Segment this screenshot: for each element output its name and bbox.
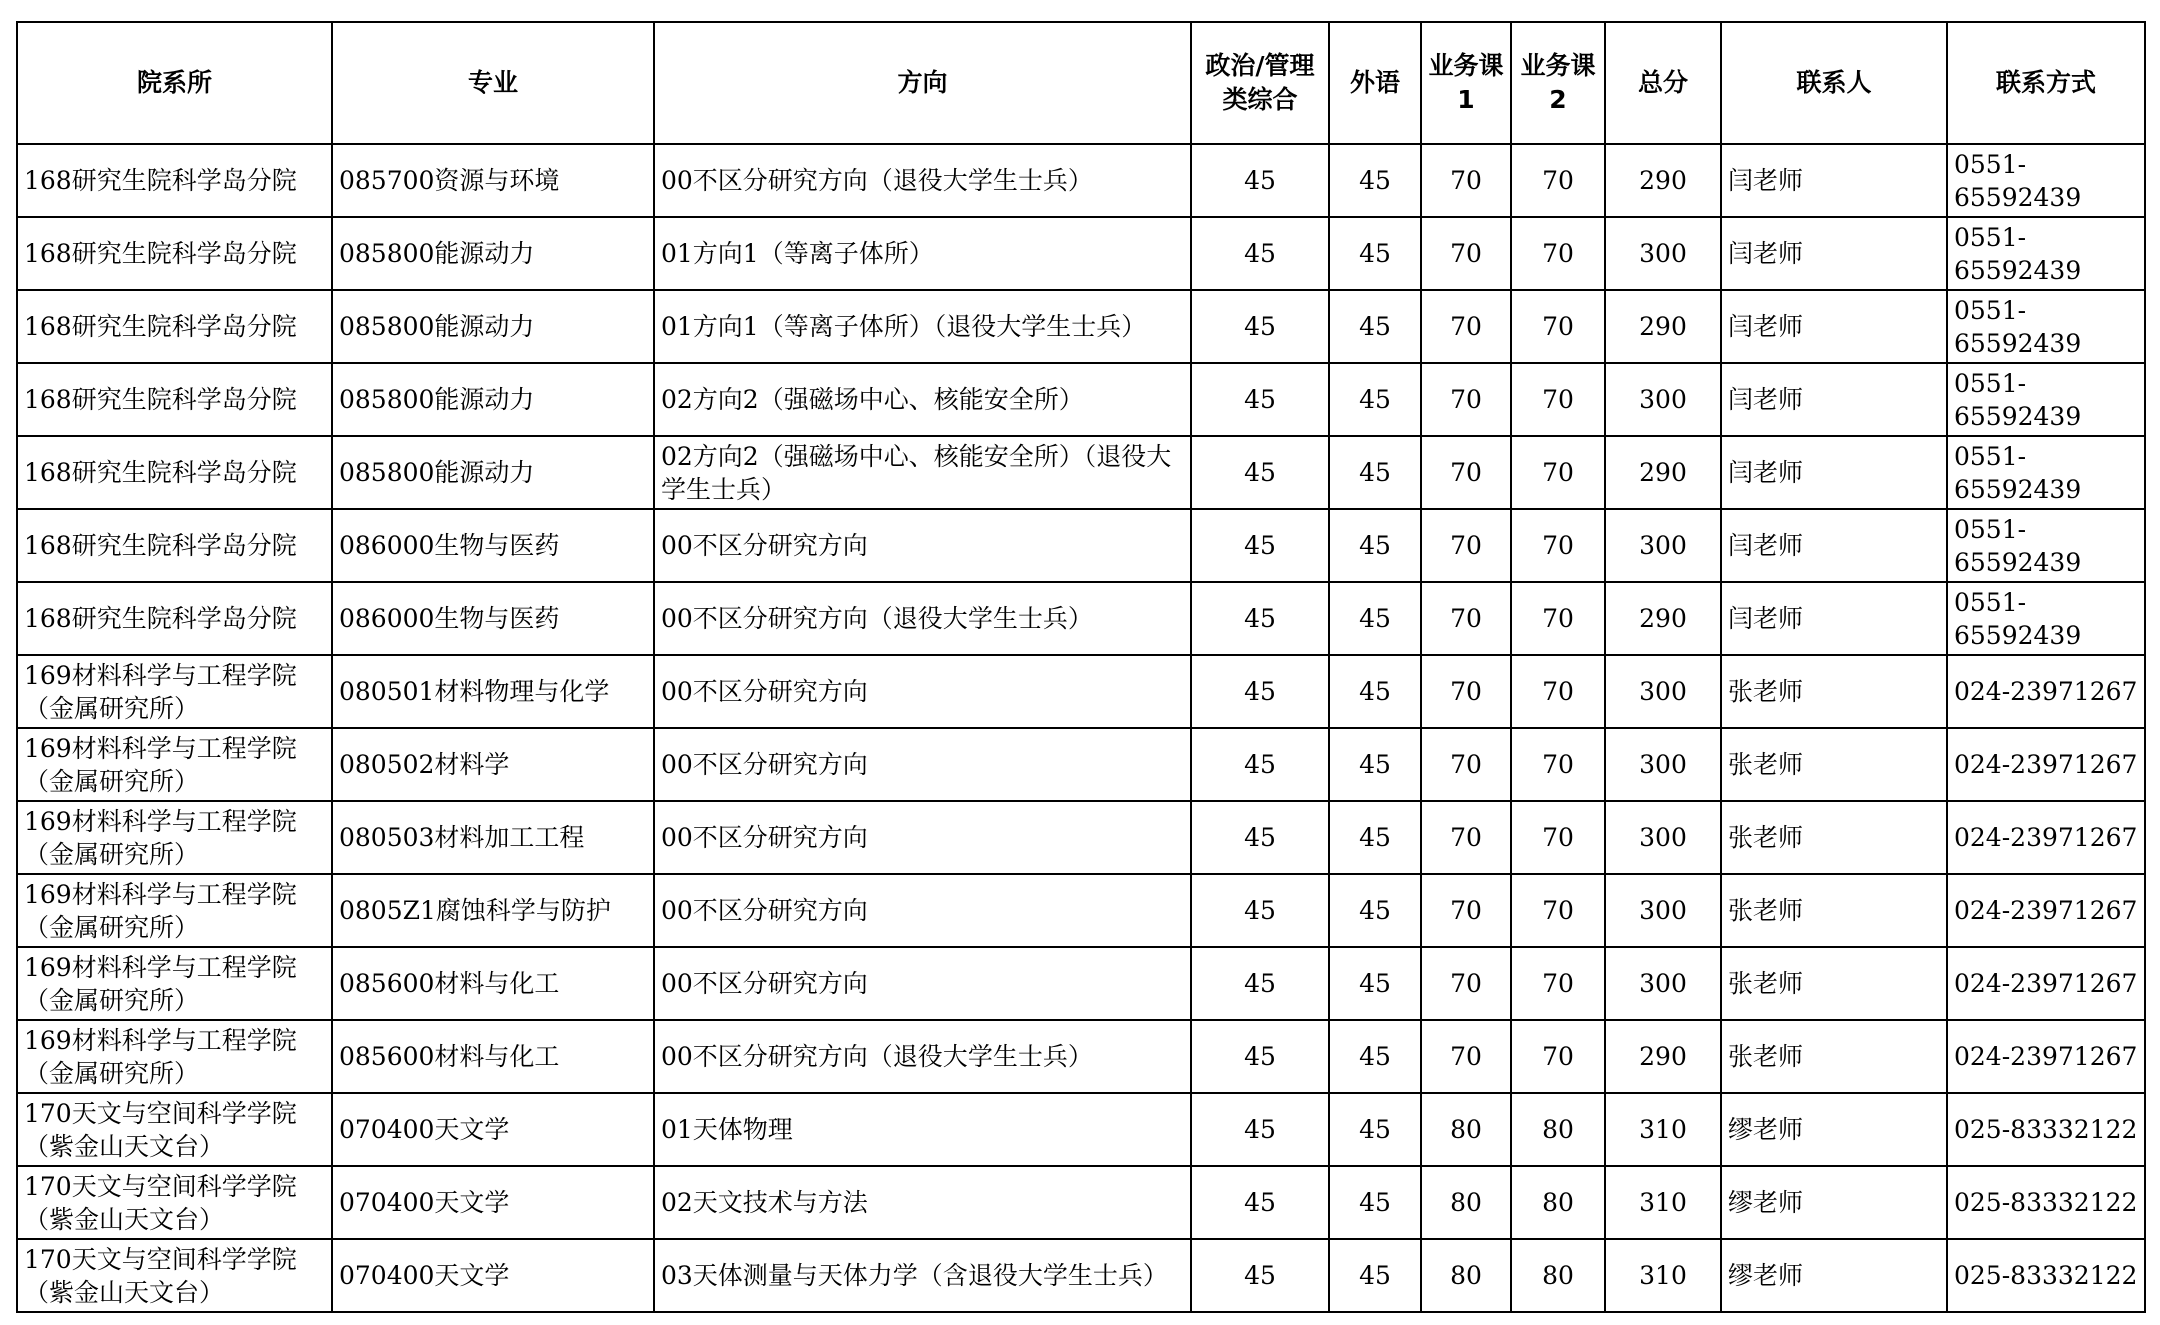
- cell-course-2: 70: [1511, 509, 1605, 582]
- table-row: [17, 728, 2145, 801]
- cell-course-1: 70: [1421, 874, 1511, 947]
- cell-contact-person: 闫老师: [1721, 144, 1947, 217]
- header-course-2: 业务课2: [1511, 22, 1605, 144]
- cell-politics: 45: [1191, 947, 1329, 1020]
- cell-contact-person: 缪老师: [1721, 1093, 1947, 1166]
- header-contact-person: 联系人: [1721, 22, 1947, 144]
- cell-total: 300: [1605, 801, 1721, 874]
- cell-foreign-language: 45: [1329, 217, 1421, 290]
- cell-total: 300: [1605, 509, 1721, 582]
- cell-contact-person: 张老师: [1721, 874, 1947, 947]
- cell-course-1: 70: [1421, 217, 1511, 290]
- cell-contact-info: 0551-65592439: [1947, 509, 2145, 582]
- cell-department: 169材料科学与工程学院（金属研究所）: [17, 874, 332, 947]
- cell-total: 290: [1605, 582, 1721, 655]
- cell-major: 080501材料物理与化学: [332, 655, 654, 728]
- cell-foreign-language: 45: [1329, 363, 1421, 436]
- cell-course-2: 70: [1511, 728, 1605, 801]
- cell-major: 0805Z1腐蚀科学与防护: [332, 874, 654, 947]
- cell-course-2: 70: [1511, 217, 1605, 290]
- cell-contact-info: 024-23971267: [1947, 728, 2145, 801]
- table-row: [17, 1166, 2145, 1239]
- cell-contact-info: 024-23971267: [1947, 801, 2145, 874]
- cell-politics: 45: [1191, 290, 1329, 363]
- table-row: [17, 363, 2145, 436]
- table-body: [17, 144, 2145, 1312]
- header-contact-info: 联系方式: [1947, 22, 2145, 144]
- cell-course-1: 70: [1421, 728, 1511, 801]
- cell-politics: 45: [1191, 436, 1329, 509]
- cell-politics: 45: [1191, 1166, 1329, 1239]
- cell-contact-person: 张老师: [1721, 655, 1947, 728]
- cell-direction: 02天文技术与方法: [654, 1166, 1191, 1239]
- cell-contact-person: 张老师: [1721, 947, 1947, 1020]
- cell-department: 169材料科学与工程学院（金属研究所）: [17, 801, 332, 874]
- table-row: [17, 1239, 2145, 1312]
- table-row: [17, 655, 2145, 728]
- cell-course-2: 80: [1511, 1093, 1605, 1166]
- cell-foreign-language: 45: [1329, 144, 1421, 217]
- cell-course-1: 70: [1421, 509, 1511, 582]
- cell-contact-person: 闫老师: [1721, 436, 1947, 509]
- cell-contact-person: 闫老师: [1721, 217, 1947, 290]
- cell-major: 080503材料加工工程: [332, 801, 654, 874]
- cell-course-1: 70: [1421, 582, 1511, 655]
- cell-direction: 00不区分研究方向（退役大学生士兵）: [654, 1020, 1191, 1093]
- cell-direction: 03天体测量与天体力学（含退役大学生士兵）: [654, 1239, 1191, 1312]
- cell-total: 310: [1605, 1239, 1721, 1312]
- cell-course-2: 70: [1511, 436, 1605, 509]
- cell-direction: 00不区分研究方向（退役大学生士兵）: [654, 582, 1191, 655]
- cell-contact-person: 张老师: [1721, 1020, 1947, 1093]
- table-row: [17, 217, 2145, 290]
- cell-course-1: 70: [1421, 947, 1511, 1020]
- cell-course-1: 70: [1421, 363, 1511, 436]
- cell-department: 168研究生院科学岛分院: [17, 436, 332, 509]
- cell-direction: 00不区分研究方向: [654, 728, 1191, 801]
- cell-contact-person: 缪老师: [1721, 1166, 1947, 1239]
- cell-department: 170天文与空间科学学院（紫金山天文台）: [17, 1093, 332, 1166]
- table-row: [17, 509, 2145, 582]
- cell-foreign-language: 45: [1329, 947, 1421, 1020]
- cell-course-2: 80: [1511, 1239, 1605, 1312]
- header-department: 院系所: [17, 22, 332, 144]
- table-row: [17, 436, 2145, 509]
- cell-politics: 45: [1191, 728, 1329, 801]
- cell-major: 085600材料与化工: [332, 947, 654, 1020]
- cell-contact-info: 024-23971267: [1947, 1020, 2145, 1093]
- table-row: [17, 1020, 2145, 1093]
- cell-course-2: 70: [1511, 1020, 1605, 1093]
- cell-direction: 02方向2（强磁场中心、核能安全所）: [654, 363, 1191, 436]
- table-header: [17, 22, 2145, 144]
- cell-contact-info: 025-83332122: [1947, 1093, 2145, 1166]
- cell-foreign-language: 45: [1329, 801, 1421, 874]
- cell-direction: 01方向1（等离子体所）（退役大学生士兵）: [654, 290, 1191, 363]
- cell-total: 300: [1605, 217, 1721, 290]
- cell-foreign-language: 45: [1329, 728, 1421, 801]
- table-row: [17, 874, 2145, 947]
- cell-course-2: 70: [1511, 144, 1605, 217]
- table-row: [17, 1093, 2145, 1166]
- cell-total: 300: [1605, 874, 1721, 947]
- cell-contact-info: 0551-65592439: [1947, 363, 2145, 436]
- cell-contact-person: 张老师: [1721, 728, 1947, 801]
- cell-course-2: 70: [1511, 655, 1605, 728]
- cell-contact-person: 闫老师: [1721, 582, 1947, 655]
- cell-total: 290: [1605, 436, 1721, 509]
- cell-department: 168研究生院科学岛分院: [17, 290, 332, 363]
- cell-foreign-language: 45: [1329, 582, 1421, 655]
- cell-direction: 01方向1（等离子体所）: [654, 217, 1191, 290]
- cell-major: 085800能源动力: [332, 290, 654, 363]
- cell-foreign-language: 45: [1329, 1020, 1421, 1093]
- cell-contact-info: 025-83332122: [1947, 1239, 2145, 1312]
- cell-course-2: 70: [1511, 582, 1605, 655]
- cell-course-1: 70: [1421, 290, 1511, 363]
- cell-course-2: 70: [1511, 363, 1605, 436]
- cell-contact-info: 0551-65592439: [1947, 582, 2145, 655]
- cell-direction: 00不区分研究方向: [654, 509, 1191, 582]
- cell-course-1: 80: [1421, 1093, 1511, 1166]
- cell-course-2: 70: [1511, 801, 1605, 874]
- cell-department: 168研究生院科学岛分院: [17, 217, 332, 290]
- cell-major: 070400天文学: [332, 1239, 654, 1312]
- cell-politics: 45: [1191, 874, 1329, 947]
- cell-direction: 00不区分研究方向: [654, 874, 1191, 947]
- cell-major: 085600材料与化工: [332, 1020, 654, 1093]
- cell-department: 168研究生院科学岛分院: [17, 363, 332, 436]
- cell-politics: 45: [1191, 582, 1329, 655]
- cell-total: 300: [1605, 363, 1721, 436]
- cell-department: 170天文与空间科学学院（紫金山天文台）: [17, 1166, 332, 1239]
- cell-foreign-language: 45: [1329, 655, 1421, 728]
- cell-total: 300: [1605, 947, 1721, 1020]
- cell-department: 169材料科学与工程学院（金属研究所）: [17, 947, 332, 1020]
- cell-contact-info: 0551-65592439: [1947, 436, 2145, 509]
- cell-course-1: 70: [1421, 655, 1511, 728]
- header-foreign-language: 外语: [1329, 22, 1421, 144]
- cell-direction: 02方向2（强磁场中心、核能安全所）（退役大学生士兵）: [654, 436, 1191, 509]
- cell-politics: 45: [1191, 144, 1329, 217]
- score-table: [16, 21, 2146, 1313]
- cell-total: 300: [1605, 728, 1721, 801]
- cell-foreign-language: 45: [1329, 1166, 1421, 1239]
- header-direction: 方向: [654, 22, 1191, 144]
- cell-foreign-language: 45: [1329, 436, 1421, 509]
- cell-major: 080502材料学: [332, 728, 654, 801]
- cell-major: 070400天文学: [332, 1166, 654, 1239]
- cell-contact-person: 缪老师: [1721, 1239, 1947, 1312]
- cell-foreign-language: 45: [1329, 1239, 1421, 1312]
- cell-total: 290: [1605, 290, 1721, 363]
- table-row: [17, 801, 2145, 874]
- cell-politics: 45: [1191, 509, 1329, 582]
- cell-direction: 00不区分研究方向: [654, 655, 1191, 728]
- cell-politics: 45: [1191, 217, 1329, 290]
- cell-politics: 45: [1191, 1239, 1329, 1312]
- cell-course-1: 70: [1421, 144, 1511, 217]
- cell-total: 310: [1605, 1166, 1721, 1239]
- cell-major: 085700资源与环境: [332, 144, 654, 217]
- cell-foreign-language: 45: [1329, 1093, 1421, 1166]
- cell-major: 085800能源动力: [332, 436, 654, 509]
- cell-foreign-language: 45: [1329, 290, 1421, 363]
- cell-course-1: 70: [1421, 801, 1511, 874]
- header-politics: 政治/管理类综合: [1191, 22, 1329, 144]
- cell-contact-info: 024-23971267: [1947, 947, 2145, 1020]
- cell-contact-info: 024-23971267: [1947, 874, 2145, 947]
- cell-direction: 00不区分研究方向（退役大学生士兵）: [654, 144, 1191, 217]
- cell-contact-person: 闫老师: [1721, 290, 1947, 363]
- cell-major: 086000生物与医药: [332, 509, 654, 582]
- cell-department: 169材料科学与工程学院（金属研究所）: [17, 1020, 332, 1093]
- header-row: [17, 22, 2145, 144]
- cell-department: 169材料科学与工程学院（金属研究所）: [17, 655, 332, 728]
- header-course-1: 业务课1: [1421, 22, 1511, 144]
- cell-department: 168研究生院科学岛分院: [17, 144, 332, 217]
- cell-total: 310: [1605, 1093, 1721, 1166]
- cell-department: 170天文与空间科学学院（紫金山天文台）: [17, 1239, 332, 1312]
- cell-contact-info: 0551-65592439: [1947, 144, 2145, 217]
- table-row: [17, 144, 2145, 217]
- cell-foreign-language: 45: [1329, 874, 1421, 947]
- cell-direction: 00不区分研究方向: [654, 947, 1191, 1020]
- table-row: [17, 582, 2145, 655]
- cell-direction: 01天体物理: [654, 1093, 1191, 1166]
- cell-department: 168研究生院科学岛分院: [17, 509, 332, 582]
- cell-major: 070400天文学: [332, 1093, 654, 1166]
- cell-department: 168研究生院科学岛分院: [17, 582, 332, 655]
- cell-total: 290: [1605, 1020, 1721, 1093]
- cell-contact-person: 闫老师: [1721, 509, 1947, 582]
- cell-direction: 00不区分研究方向: [654, 801, 1191, 874]
- cell-contact-info: 0551-65592439: [1947, 217, 2145, 290]
- table-row: [17, 947, 2145, 1020]
- cell-major: 085800能源动力: [332, 217, 654, 290]
- cell-contact-info: 0551-65592439: [1947, 290, 2145, 363]
- cell-course-1: 70: [1421, 436, 1511, 509]
- cell-major: 085800能源动力: [332, 363, 654, 436]
- cell-contact-person: 闫老师: [1721, 363, 1947, 436]
- cell-major: 086000生物与医药: [332, 582, 654, 655]
- cell-politics: 45: [1191, 655, 1329, 728]
- header-major: 专业: [332, 22, 654, 144]
- cell-contact-info: 025-83332122: [1947, 1166, 2145, 1239]
- cell-politics: 45: [1191, 1093, 1329, 1166]
- cell-contact-info: 024-23971267: [1947, 655, 2145, 728]
- cell-course-2: 70: [1511, 290, 1605, 363]
- table-row: [17, 290, 2145, 363]
- cell-politics: 45: [1191, 363, 1329, 436]
- header-total: 总分: [1605, 22, 1721, 144]
- cell-course-1: 80: [1421, 1166, 1511, 1239]
- cell-course-2: 70: [1511, 947, 1605, 1020]
- cell-contact-person: 张老师: [1721, 801, 1947, 874]
- cell-total: 290: [1605, 144, 1721, 217]
- cell-course-2: 70: [1511, 874, 1605, 947]
- cell-foreign-language: 45: [1329, 509, 1421, 582]
- cell-course-2: 80: [1511, 1166, 1605, 1239]
- cell-course-1: 70: [1421, 1020, 1511, 1093]
- cell-total: 300: [1605, 655, 1721, 728]
- cell-politics: 45: [1191, 801, 1329, 874]
- cell-department: 169材料科学与工程学院（金属研究所）: [17, 728, 332, 801]
- cell-politics: 45: [1191, 1020, 1329, 1093]
- cell-course-1: 80: [1421, 1239, 1511, 1312]
